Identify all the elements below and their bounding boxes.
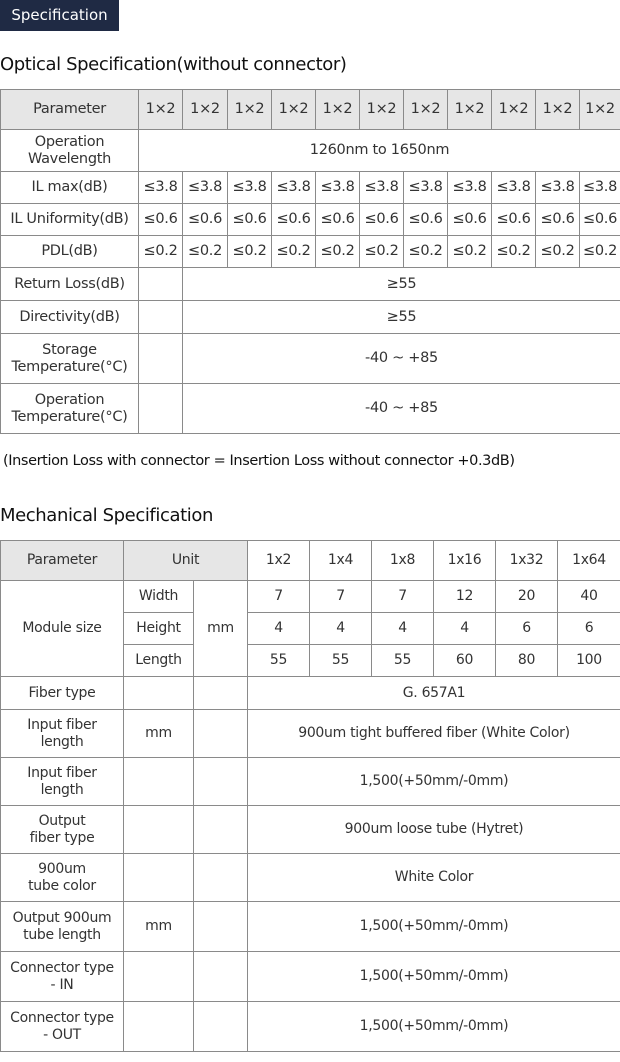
table-row [1, 130, 620, 172]
parameter-header: Parameter [1, 541, 124, 581]
empty-cell [194, 952, 248, 1002]
spec-value: ≤3.8 [360, 172, 404, 204]
port-config-header: 1×2 [360, 90, 404, 130]
empty-cell [194, 677, 248, 710]
parameter-label: Connector type - IN [1, 952, 124, 1002]
dimension-name: Length [124, 645, 194, 677]
dimension-value: 4 [372, 613, 434, 645]
unit-value [124, 1002, 194, 1052]
port-config-header: 1×2 [448, 90, 492, 130]
table-row [1, 90, 620, 130]
spec-value: ≤0.2 [360, 236, 404, 268]
spec-value: ≤3.8 [316, 172, 360, 204]
table-row [1, 806, 620, 854]
spec-value: ≤3.8 [272, 172, 316, 204]
spec-value: ≤3.8 [139, 172, 183, 204]
wavelength-value: 1260nm to 1650nm [139, 130, 620, 172]
dimension-value: 7 [248, 581, 310, 613]
dimension-value: 12 [434, 581, 496, 613]
unit-value: mm [194, 581, 248, 677]
spec-value: ≤0.2 [448, 236, 492, 268]
port-config-header: 1×2 [580, 90, 620, 130]
spec-value: ≤0.2 [272, 236, 316, 268]
port-config-header: 1×2 [183, 90, 228, 130]
parameter-label: 900um tube color [1, 854, 124, 902]
table-row [1, 301, 620, 334]
spec-value: -40 ~ +85 [183, 334, 620, 384]
spec-value: ≤0.2 [139, 236, 183, 268]
spec-value: ≤3.8 [448, 172, 492, 204]
port-config-header: 1×2 [404, 90, 448, 130]
spec-value: 1,500(+50mm/-0mm) [248, 1002, 620, 1052]
table-row [1, 172, 620, 204]
spec-value: ≤0.6 [448, 204, 492, 236]
dimension-value: 40 [558, 581, 620, 613]
spec-value: 1,500(+50mm/-0mm) [248, 758, 620, 806]
unit-value [124, 854, 194, 902]
spec-value: 1,500(+50mm/-0mm) [248, 952, 620, 1002]
insertion-loss-note: (Insertion Loss with connector = Insertion Loss without connector +0.3dB) [3, 453, 515, 469]
dimension-name: Height [124, 613, 194, 645]
table-row [1, 1002, 620, 1052]
spec-value: 1,500(+50mm/-0mm) [248, 902, 620, 952]
dimension-value: 4 [434, 613, 496, 645]
module-size-label: Module size [1, 581, 124, 677]
split-ratio-header: 1x16 [434, 541, 496, 581]
unit-value [124, 677, 194, 710]
mechanical-spec-table [0, 540, 620, 1052]
parameter-label: IL max(dB) [1, 172, 139, 204]
dimension-value: 6 [496, 613, 558, 645]
spec-value: ≤0.2 [492, 236, 536, 268]
table-row [1, 677, 620, 710]
spec-value: ≤3.8 [580, 172, 620, 204]
table-row [1, 952, 620, 1002]
spec-value: White Color [248, 854, 620, 902]
spec-value: ≤3.8 [492, 172, 536, 204]
spec-value: ≤0.6 [404, 204, 448, 236]
empty-cell [194, 902, 248, 952]
parameter-label: Return Loss(dB) [1, 268, 139, 301]
empty-cell [139, 268, 183, 301]
spec-value: ≥55 [183, 268, 620, 301]
parameter-label: Output fiber type [1, 806, 124, 854]
split-ratio-header: 1x4 [310, 541, 372, 581]
spec-value: ≤3.8 [536, 172, 580, 204]
dimension-value: 60 [434, 645, 496, 677]
spec-value: ≤0.6 [580, 204, 620, 236]
parameter-label: Fiber type [1, 677, 124, 710]
table-row [1, 384, 620, 434]
spec-value: ≤0.2 [316, 236, 360, 268]
spec-value: ≤0.2 [404, 236, 448, 268]
spec-value: 900um tight buffered fiber (White Color) [248, 710, 620, 758]
parameter-label: Operation Wavelength [1, 130, 139, 172]
optical-spec-title: Optical Specification(without connector) [0, 54, 347, 75]
port-config-header: 1×2 [492, 90, 536, 130]
empty-cell [194, 806, 248, 854]
optical-spec-table [0, 89, 620, 434]
parameter-label: IL Uniformity(dB) [1, 204, 139, 236]
spec-value: ≤3.8 [228, 172, 272, 204]
parameter-label: Storage Temperature(°C) [1, 334, 139, 384]
table-row [1, 758, 620, 806]
spec-value: ≤0.2 [183, 236, 228, 268]
spec-value: ≥55 [183, 301, 620, 334]
dimension-value: 4 [310, 613, 372, 645]
table-row [1, 204, 620, 236]
spec-value: ≤3.8 [404, 172, 448, 204]
mechanical-spec-title: Mechanical Specification [0, 505, 213, 526]
dimension-value: 55 [310, 645, 372, 677]
empty-cell [194, 1002, 248, 1052]
dimension-value: 100 [558, 645, 620, 677]
table-row [1, 268, 620, 301]
split-ratio-header: 1x8 [372, 541, 434, 581]
empty-cell [139, 301, 183, 334]
table-row [1, 236, 620, 268]
table-row [1, 334, 620, 384]
dimension-value: 55 [372, 645, 434, 677]
parameter-label: Output 900um tube length [1, 902, 124, 952]
parameter-label: PDL(dB) [1, 236, 139, 268]
dimension-value: 20 [496, 581, 558, 613]
unit-value [124, 758, 194, 806]
parameter-label: Directivity(dB) [1, 301, 139, 334]
dimension-value: 6 [558, 613, 620, 645]
unit-value: mm [124, 902, 194, 952]
spec-value: ≤0.6 [360, 204, 404, 236]
table-row [1, 581, 620, 613]
port-config-header: 1×2 [228, 90, 272, 130]
dimension-name: Width [124, 581, 194, 613]
parameter-label: Input fiber length [1, 710, 124, 758]
table-row [1, 541, 620, 581]
unit-value [124, 952, 194, 1002]
port-config-header: 1×2 [316, 90, 360, 130]
unit-value [124, 806, 194, 854]
spec-value: ≤0.6 [139, 204, 183, 236]
empty-cell [139, 384, 183, 434]
spec-value: G. 657A1 [248, 677, 620, 710]
table-row [1, 710, 620, 758]
spec-value: ≤0.6 [228, 204, 272, 236]
unit-header: Unit [124, 541, 248, 581]
spec-value: ≤0.2 [228, 236, 272, 268]
spec-value: ≤0.6 [183, 204, 228, 236]
spec-value: ≤0.2 [580, 236, 620, 268]
spec-value: ≤0.2 [536, 236, 580, 268]
parameter-header: Parameter [1, 90, 139, 130]
parameter-label: Operation Temperature(°C) [1, 384, 139, 434]
parameter-label: Input fiber length [1, 758, 124, 806]
parameter-label: Connector type - OUT [1, 1002, 124, 1052]
dimension-value: 80 [496, 645, 558, 677]
empty-cell [194, 710, 248, 758]
port-config-header: 1×2 [272, 90, 316, 130]
spec-value: 900um loose tube (Hytret) [248, 806, 620, 854]
dimension-value: 4 [248, 613, 310, 645]
empty-cell [194, 854, 248, 902]
spec-value: ≤0.6 [316, 204, 360, 236]
specification-badge: Specification [0, 0, 119, 31]
dimension-value: 7 [310, 581, 372, 613]
spec-value: ≤0.6 [272, 204, 316, 236]
spec-value: ≤3.8 [183, 172, 228, 204]
table-row [1, 854, 620, 902]
empty-cell [139, 334, 183, 384]
split-ratio-header: 1x2 [248, 541, 310, 581]
empty-cell [194, 758, 248, 806]
table-row [1, 902, 620, 952]
spec-value: -40 ~ +85 [183, 384, 620, 434]
unit-value: mm [124, 710, 194, 758]
port-config-header: 1×2 [139, 90, 183, 130]
dimension-value: 7 [372, 581, 434, 613]
port-config-header: 1×2 [536, 90, 580, 130]
split-ratio-header: 1x32 [496, 541, 558, 581]
spec-value: ≤0.6 [536, 204, 580, 236]
split-ratio-header: 1x64 [558, 541, 620, 581]
dimension-value: 55 [248, 645, 310, 677]
spec-value: ≤0.6 [492, 204, 536, 236]
